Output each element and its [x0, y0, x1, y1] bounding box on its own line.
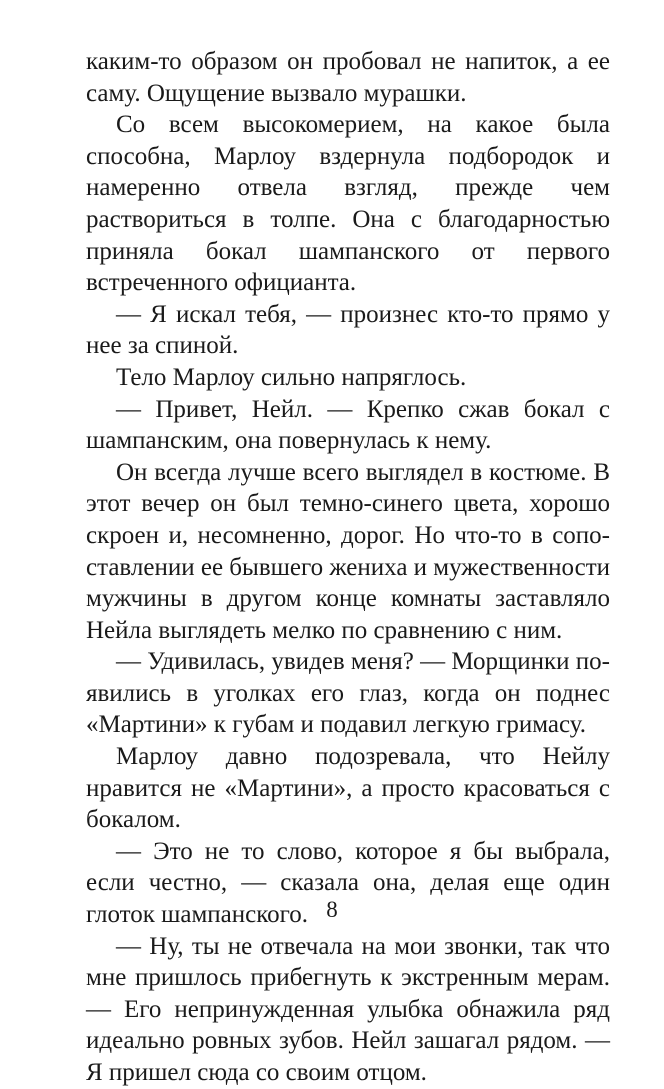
paragraph-8: Марлоу давно подозревала, что Нейлу нравится не «Мартини», а просто красоваться с бокалом.: [86, 743, 610, 834]
page-number: 8: [326, 897, 338, 922]
paragraph-3: — Я искал тебя, — произнес кто-то прямо у нее за спиной.: [86, 300, 610, 360]
paragraph-10: — Ну, ты не отвечала на мои звонки, так что мне пришлось прибегнуть к экстренным мерам. — Его непринужденная улыбка обнажила ряд идеально ровных зубов. Нейл зашагал рядом. — Я пришел сюда со своим отцом.: [86, 932, 610, 1086]
page-body: [86, 46, 610, 1089]
paragraph-9: — Это не то слово, которое я бы выбрала, если честно, — сказала она, делая еще один глоток шампанского.: [86, 837, 610, 929]
paragraph-4: Тело Марлоу сильно напряглось.: [116, 363, 467, 391]
paragraph-5: — Привет, Нейл. — Крепко сжав бокал с шампанским, она повернулась к нему.: [86, 395, 610, 455]
paragraph-6: Он всегда лучше всего выглядел в костюме. В этот вечер он был темно-синего цвета, хорошо скроен и, несомненно, дорог. Но что-то в сопоставлении ее бывшего жениха и мужественности мужчины в другом конце комнаты заставляло Нейла выглядеть мелко по сравнению с ним.: [86, 458, 610, 644]
paragraph-2: Со всем высокомерием, на какое была способна, Марлоу вздернула подбородок и намеренно отвела взгляд, прежде чем раствориться в толпе. Она с благодарностью приняла бокал шампанского от первого встреченного официанта.: [86, 111, 610, 297]
paragraph-1: каким-то образом он пробовал не напиток, а ее саму. Ощущение вызвало мурашки.: [86, 48, 610, 107]
paragraph-7: — Удивилась, увидев меня? — Морщинки появились в уголках его глаз, когда он поднес «Мартини» к губам и подавил легкую гримасу.: [86, 648, 610, 739]
